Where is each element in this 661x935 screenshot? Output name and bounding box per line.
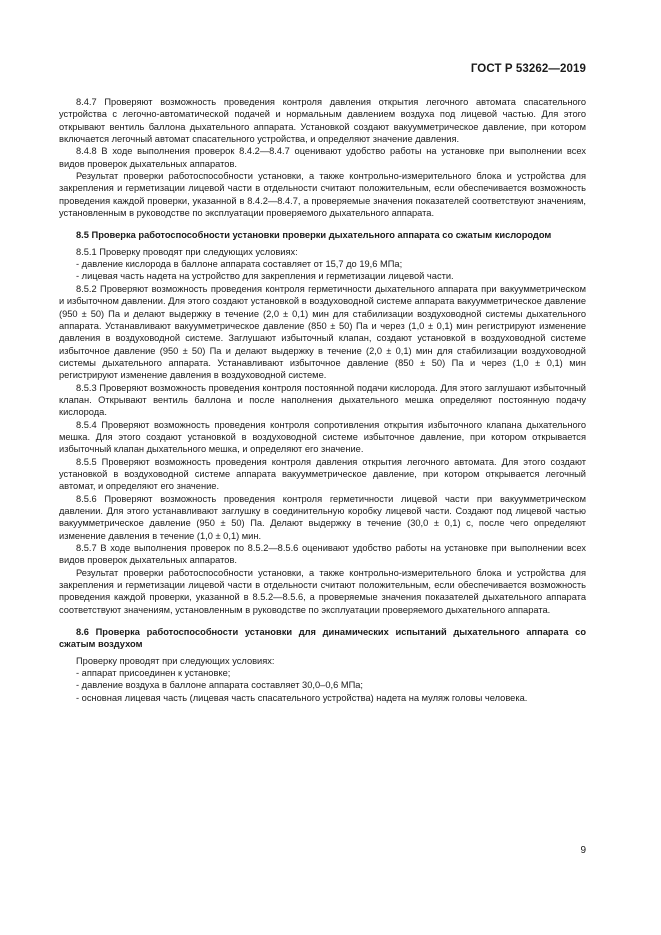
paragraph: 8.5.2 Проверяют возможность проведения контроля герметичности дыхательного аппарата при вакуумметрическом и избыточном давлении. Для этого создают установкой в воздуховодной системе аппарата вакуумметрическое давление (950 ± 50) Па и делают выдержку в течение (2,0 ± 0,1) мин для стабилизации воздуховодной системы дыхательного аппарата. Устанавливают вакуумметрическое давление (850 ± 50) Па и через (1,0 ± 0,1) мин регистрируют изменение давления в воздуховодной системе. Заглушают избыточный клапан, создают установкой в воздуховодной системе избыточное давление (950 ± 50) Па и делают выдержку в течение (2,0 ± 0,1) мин для стабилизации воздуховодной системы дыхательного аппарата. Устанавливают избыточное давление (850 ± 50) Па и через (1,0 ± 0,1) мин регистрируют изменение давления в воздуховодной системе. <box>59 283 586 381</box>
paragraph: 8.4.7 Проверяют возможность проведения контроля давления открытия легочного автомата спасательного устройства с легочно-автоматической подачей и нормальным давлением воздуха под лицевой частью. Для этого открывают вентиль баллона дыхательного аппарата. Установкой создают вакуумметрическое давление, при котором включается легочный автомат спасательного устройства, и определяют значение давления. <box>59 97 586 145</box>
paragraph: Результат проверки работоспособности установки, а также контрольно-измерительного блока и устройства для закрепления и герметизации лицевой части в отдельности считают положительным, если обеспечивается возможность проведения каждой проверки, указанной в 8.5.2—8.5.6, а проверяемые значения показателей дыхательного аппарата соответствуют значениям, установленным в руководстве по эксплуатации проверяемого дыхательного аппарата. <box>59 567 586 615</box>
list-item: - основная лицевая часть (лицевая часть спасательного устройства) надета на муляж головы человека. <box>76 692 528 703</box>
paragraph: 8.5.5 Проверяют возможность проведения контроля давления открытия легочного автомата. Для этого создают установкой в воздуховодной системе аппарата вакуумметрическое давление, при котором открывается легочный автомат, и определяют его значение. <box>59 456 586 492</box>
paragraph: 8.5.7 В ходе выполнения проверок по 8.5.2—8.5.6 оценивают удобство работы на установке при выполнении всех видов проверок дыхательных аппаратов. <box>59 543 586 566</box>
page-number: 9 <box>580 845 586 856</box>
paragraph: Результат проверки работоспособности установки, а также контрольно-измерительного блока и устройства для закрепления и герметизации лицевой части в отдельности считают положительным, если обеспечивается возможность проведения каждой проверки, указанной в 8.4.2—8.4.7, а проверяемые значения показателей соответствуют значениям, установленным в руководстве по эксплуатации проверяемого дыхательного аппарата. <box>59 171 586 219</box>
list-item: - давление кислорода в баллоне аппарата составляет от 15,7 до 19,6 МПа; <box>76 259 403 270</box>
list-item: - лицевая часть надета на устройство для закрепления и герметизации лицевой части. <box>76 271 454 282</box>
section-heading: 8.5 Проверка работоспособности установки проверки дыхательного аппарата со сжатым кислородом <box>76 230 552 241</box>
paragraph: 8.4.8 В ходе выполнения проверок 8.4.2—8.4.7 оценивают удобство работы на установке при выполнении всех видов проверок дыхательных аппаратов. <box>59 146 586 169</box>
list-item: - аппарат присоединен к установке; <box>76 668 231 679</box>
paragraph: 8.5.6 Проверяют возможность проведения контроля герметичности лицевой части при вакуумметрическом давлении. Для этого устанавливают заглушку в соединительную коробку лицевой части. Создают под лицевой частью вакуумметрическое давление (950 ± 50) Па. Делают выдержку в течение (30,0 ± 0,1) с, после чего определяют изменение давления в течение (1,0 ± 0,1) мин. <box>59 493 586 541</box>
section-heading: 8.6 Проверка работоспособности установки для динамических испытаний дыхательного аппарата со сжатым воздухом <box>59 627 586 650</box>
paragraph: 8.5.4 Проверяют возможность проведения контроля сопротивления открытия избыточного клапана дыхательного мешка. Для этого создают установкой в воздуховодной системе избыточное давление, при котором открывается избыточный клапан дыхательного мешка, и определяют его значение. <box>59 419 586 455</box>
paragraph: 8.5.1 Проверку проводят при следующих условиях: <box>76 246 298 257</box>
paragraph: Проверку проводят при следующих условиях: <box>76 655 275 666</box>
paragraph: 8.5.3 Проверяют возможность проведения контроля постоянной подачи кислорода. Для этого заглушают избыточный клапан. Открывают вентиль баллона и после наполнения дыхательного мешка определяют постоянную подачу кислорода. <box>59 382 586 418</box>
document-body <box>59 96 586 704</box>
document-id: ГОСТ Р 53262—2019 <box>470 63 586 75</box>
list-item: - давление воздуха в баллоне аппарата составляет 30,0–0,6 МПа; <box>76 680 364 691</box>
